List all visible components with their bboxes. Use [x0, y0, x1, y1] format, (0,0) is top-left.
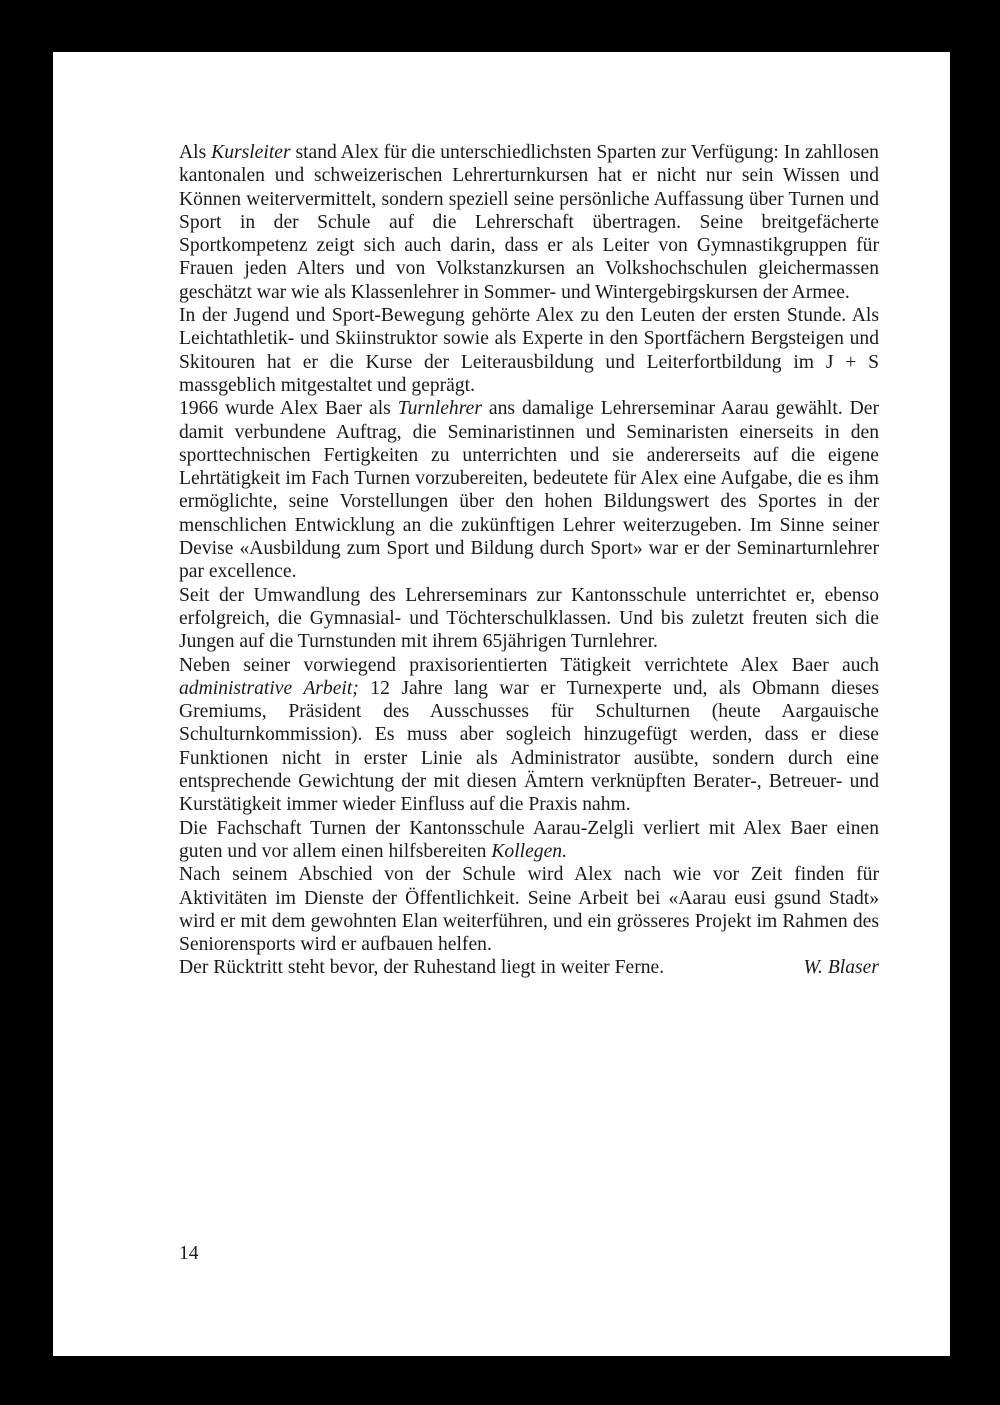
paragraph-abschied: Nach seinem Abschied von der Schule wird Alex nach wie vor Zeit finden für Aktivitäten im Dienste der Öffentlichkeit. Seine Arbeit bei «Aarau eusi gsund Stadt» wird er mit dem gewohnten Elan weiterführen, und ein grösseres Projekt im Rahmen des Seniorensports wird er aufbauen helfen.: [179, 864, 879, 956]
paragraph-administrative: Neben seiner vorwiegend praxisorientierten Tätigkeit verrichtete Alex Baer auch administrative Arbeit; 12 Jahre lang war er Turnexperte und, als Obmann dieses Gremiums, Präsident des Ausschusses für Schulturnen (heute Aargauische Schulturnkommission). Es muss aber sogleich hinzugefügt werden, dass er diese Funktionen nicht in erster Linie als Administrator ausübte, sondern durch eine entsprechende Gewichtung der mit diesen Ämtern verknüpften Berater-, Betreuer- und Kurstätigkeit immer wieder Einfluss auf die Praxis nahm.: [179, 654, 879, 816]
closing-line: [179, 956, 879, 979]
closing-sentence: Der Rücktritt steht bevor, der Ruhestand liegt in weiter Ferne.: [179, 957, 665, 979]
author-signature: W. Blaser: [803, 957, 879, 979]
paragraph-turnlehrer: 1966 wurde Alex Baer als Turnlehrer ans damalige Lehrerseminar Aarau gewählt. Der damit verbundene Auftrag, die Seminaristinnen und Seminaristen einerseits in den sporttechnischen Fertigkeiten zu unterrichten und sie andererseits auf die eigene Lehrtätigkeit im Fach Turnen vorzubereiten, bedeutete für Alex eine Aufgabe, die es ihm ermöglichte, seine Vorstellungen über den hohen Bildungswert des Sportes in der menschlichen Entwicklung an die zukünftigen Lehrer weiterzugeben. Im Sinne seiner Devise «Ausbildung zum Sport und Bildung durch Sport» war er der Seminarturnlehrer par excellence.: [179, 398, 879, 583]
document-page: [53, 52, 950, 1356]
paragraph-kursleiter: Als Kursleiter stand Alex für die unterschiedlichsten Sparten zur Verfügung: In zahllosen kantonalen und schweizerischen Lehrerturnkursen hat er nicht nur sein Wissen und Können weitervermittelt, sondern speziell seine persönliche Auffassung über Turnen und Sport in der Schule auf die Lehrerschaft übertragen. Seine breitgefächerte Sportkompetenz zeigt sich auch darin, dass er als Leiter von Gymnastikgruppen für Frauen jeden Alters und von Volkstanzkursen an Volkshochschulen gleichermassen geschätzt war wie als Klassenlehrer in Sommer- und Wintergebirgskursen der Armee.: [179, 142, 879, 303]
body-text: [179, 141, 879, 980]
paragraph-kantonsschule: Seit der Umwandlung des Lehrerseminars zur Kantonsschule unterrichtet er, ebenso erfolgreich, die Gymnasial- und Töchterschulklassen. Und bis zuletzt freuten sich die Jungen auf die Turnstunden mit ihrem 65jährigen Turnlehrer.: [179, 584, 879, 653]
paragraph-jugend-sport: In der Jugend und Sport-Bewegung gehörte Alex zu den Leuten der ersten Stunde. Als Leichtathletik- und Skiinstruktor sowie als Experte in den Sportfächern Bergsteigen und Skitouren hat er die Kurse der Leiterausbildung und Leiterfortbildung im J + S massgeblich mitgestaltet und geprägt.: [179, 305, 879, 396]
paragraph-fachschaft: Die Fachschaft Turnen der Kantonsschule Aarau-Zelgli verliert mit Alex Baer einen guten und vor allem einen hilfsbereiten Kollegen.: [179, 817, 879, 862]
page-number: 14: [179, 1243, 199, 1264]
